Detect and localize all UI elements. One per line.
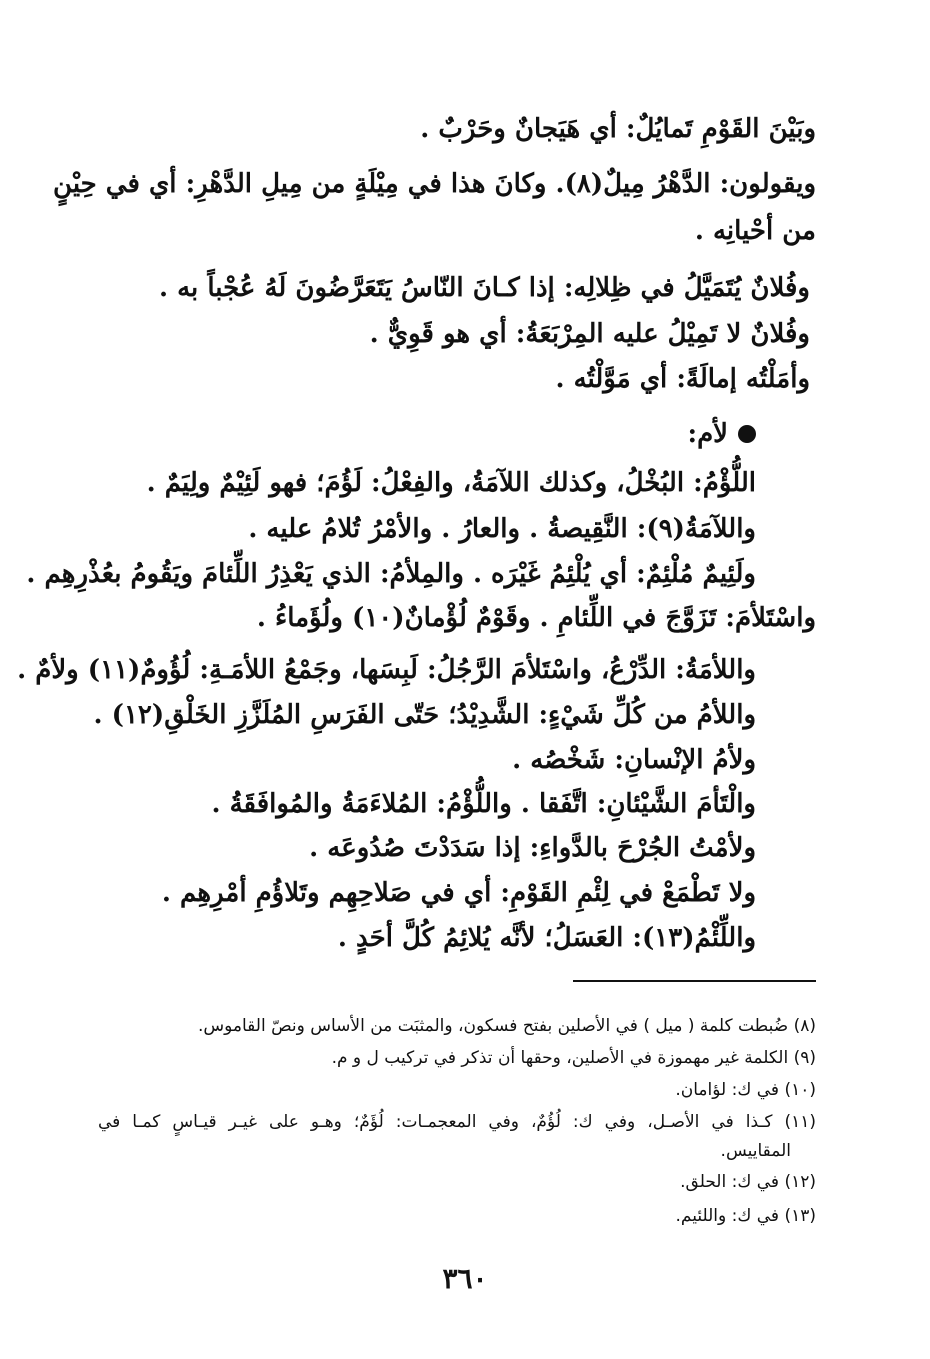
section-line: والْتَأمَ الشَّيْئانِ: اتَّفَقا . واللُّؤْمُ: المُلاءَمَةُ والمُوافَقَةُ . (211, 789, 756, 819)
body-line: وبَيْنَ القَوْمِ تَمايُلٌ: أي هَيَجانٌ وحَرْبٌ . (420, 114, 816, 144)
body-line: وأمَلْتُه إمالَةً: أي مَوَّلْتُه . (555, 364, 810, 394)
section-line: ولا تَطْمَعْ في لِئْمِ القَوْمِ: أي في صَلاحِهِم وتَلاؤُمِ أمْرِهِم . (161, 878, 756, 908)
body-line: ويقولون: الدَّهْرُ مِيلٌ(٨). وكانَ هذا في مِيْلَةٍ من مِيلِ الدَّهْرِ: أي في حِيْنٍ (53, 169, 816, 199)
footnote: (١٠) في ك: لؤامان. (675, 1080, 816, 1100)
footnote: (١٢) في ك: الحلق. (680, 1172, 816, 1192)
footnote: (٨) ضُبطت كلمة ( ميل ) في الأصلين بفتح فسكون، والمثبَت من الأساس ونصّ القاموس. (197, 1016, 816, 1036)
section-line: ولأمُ الإنْسانِ: شَخْصُه . (512, 745, 756, 775)
footnote: (١٣) في ك: واللئيم. (675, 1206, 816, 1226)
section-line: واللأمُ من كُلِّ شَيْءٍ: الشَّدِيْدُ؛ حَتّى الفَرَسِ المُلَزَّزِ الخَلْقِ(١٢) . (93, 700, 756, 730)
section-line: ولأمْتُ الجُرْحَ بالدَّواءِ: إذا سَدَدْتَ صُدُوعَه . (309, 833, 756, 863)
section-heading-wrap (640, 414, 756, 454)
section-line: ولَئِيمٌ مُلْئِمٌ: أي يُلْئِمُ غَيْرَه . والمِلأمُ: الذي يَعْذِرُ اللِّئامَ ويَقُومُ بعُذْرِهِم . (26, 559, 756, 589)
section-line: واللِّئْمُ(١٣): العَسَلُ؛ لأنَّه يُلائِمُ كُلَّ أحَدٍ . (337, 923, 756, 953)
section-heading: لأم: (687, 419, 728, 449)
section-line: واسْتَلأمَ: تَزَوَّجَ في اللِّئامِ . وقَوْمٌ لُؤْمانٌ(١٠) ولُؤَماءُ . (256, 603, 816, 633)
footnote-rule (573, 980, 816, 982)
body-line: وفُلانٌ يُتَمَيَّلُ في ظِلالِه: إذا كـانَ النّاسُ يَتَعَرَّضُونَ لَهُ عُجْباً به . (159, 273, 810, 303)
body-line: من أحْيانِه . (694, 216, 816, 246)
section-line: واللأمَةُ: الدِّرْعُ، واسْتَلأمَ الرَّجُلُ: لَبِسَها، وجَمْعُ اللأمَـةِ: لُؤُومٌ(١١) ولأمٌ . (17, 655, 756, 685)
body-line: وفُلانٌ لا تَمِيْلُ عليه المِرْبَعَةُ: أي هو قَوِيٌّ . (369, 319, 810, 349)
footnote-continuation: المقاييس. (720, 1141, 791, 1161)
section-heading-row (640, 414, 756, 454)
page-number: ٣٦٠ (442, 1262, 488, 1295)
bullet-icon (738, 425, 756, 443)
footnote: (٩) الكلمة غير مهموزة في الأصلين، وحقها أن تذكر في تركيب ل و م. (331, 1048, 816, 1068)
section-line: اللُّؤْمُ: البُخْلُ، وكذلك اللآمَةُ، والفِعْلُ: لَؤُمَ؛ فهو لَئِيْمٌ ولِيَمٌ . (146, 468, 756, 498)
footnote: (١١) كـذا في الأصـل، وفي ك: لُؤُمٌ، وفي المعجمـات: لُؤَمٌ؛ وهـو على غيـر قيـاسٍ كمـا في (98, 1112, 816, 1132)
section-line: واللآمَةُ(٩): النَّقِيصةُ . والعارُ . والأمْرُ تُلامُ عليه . (248, 514, 756, 544)
